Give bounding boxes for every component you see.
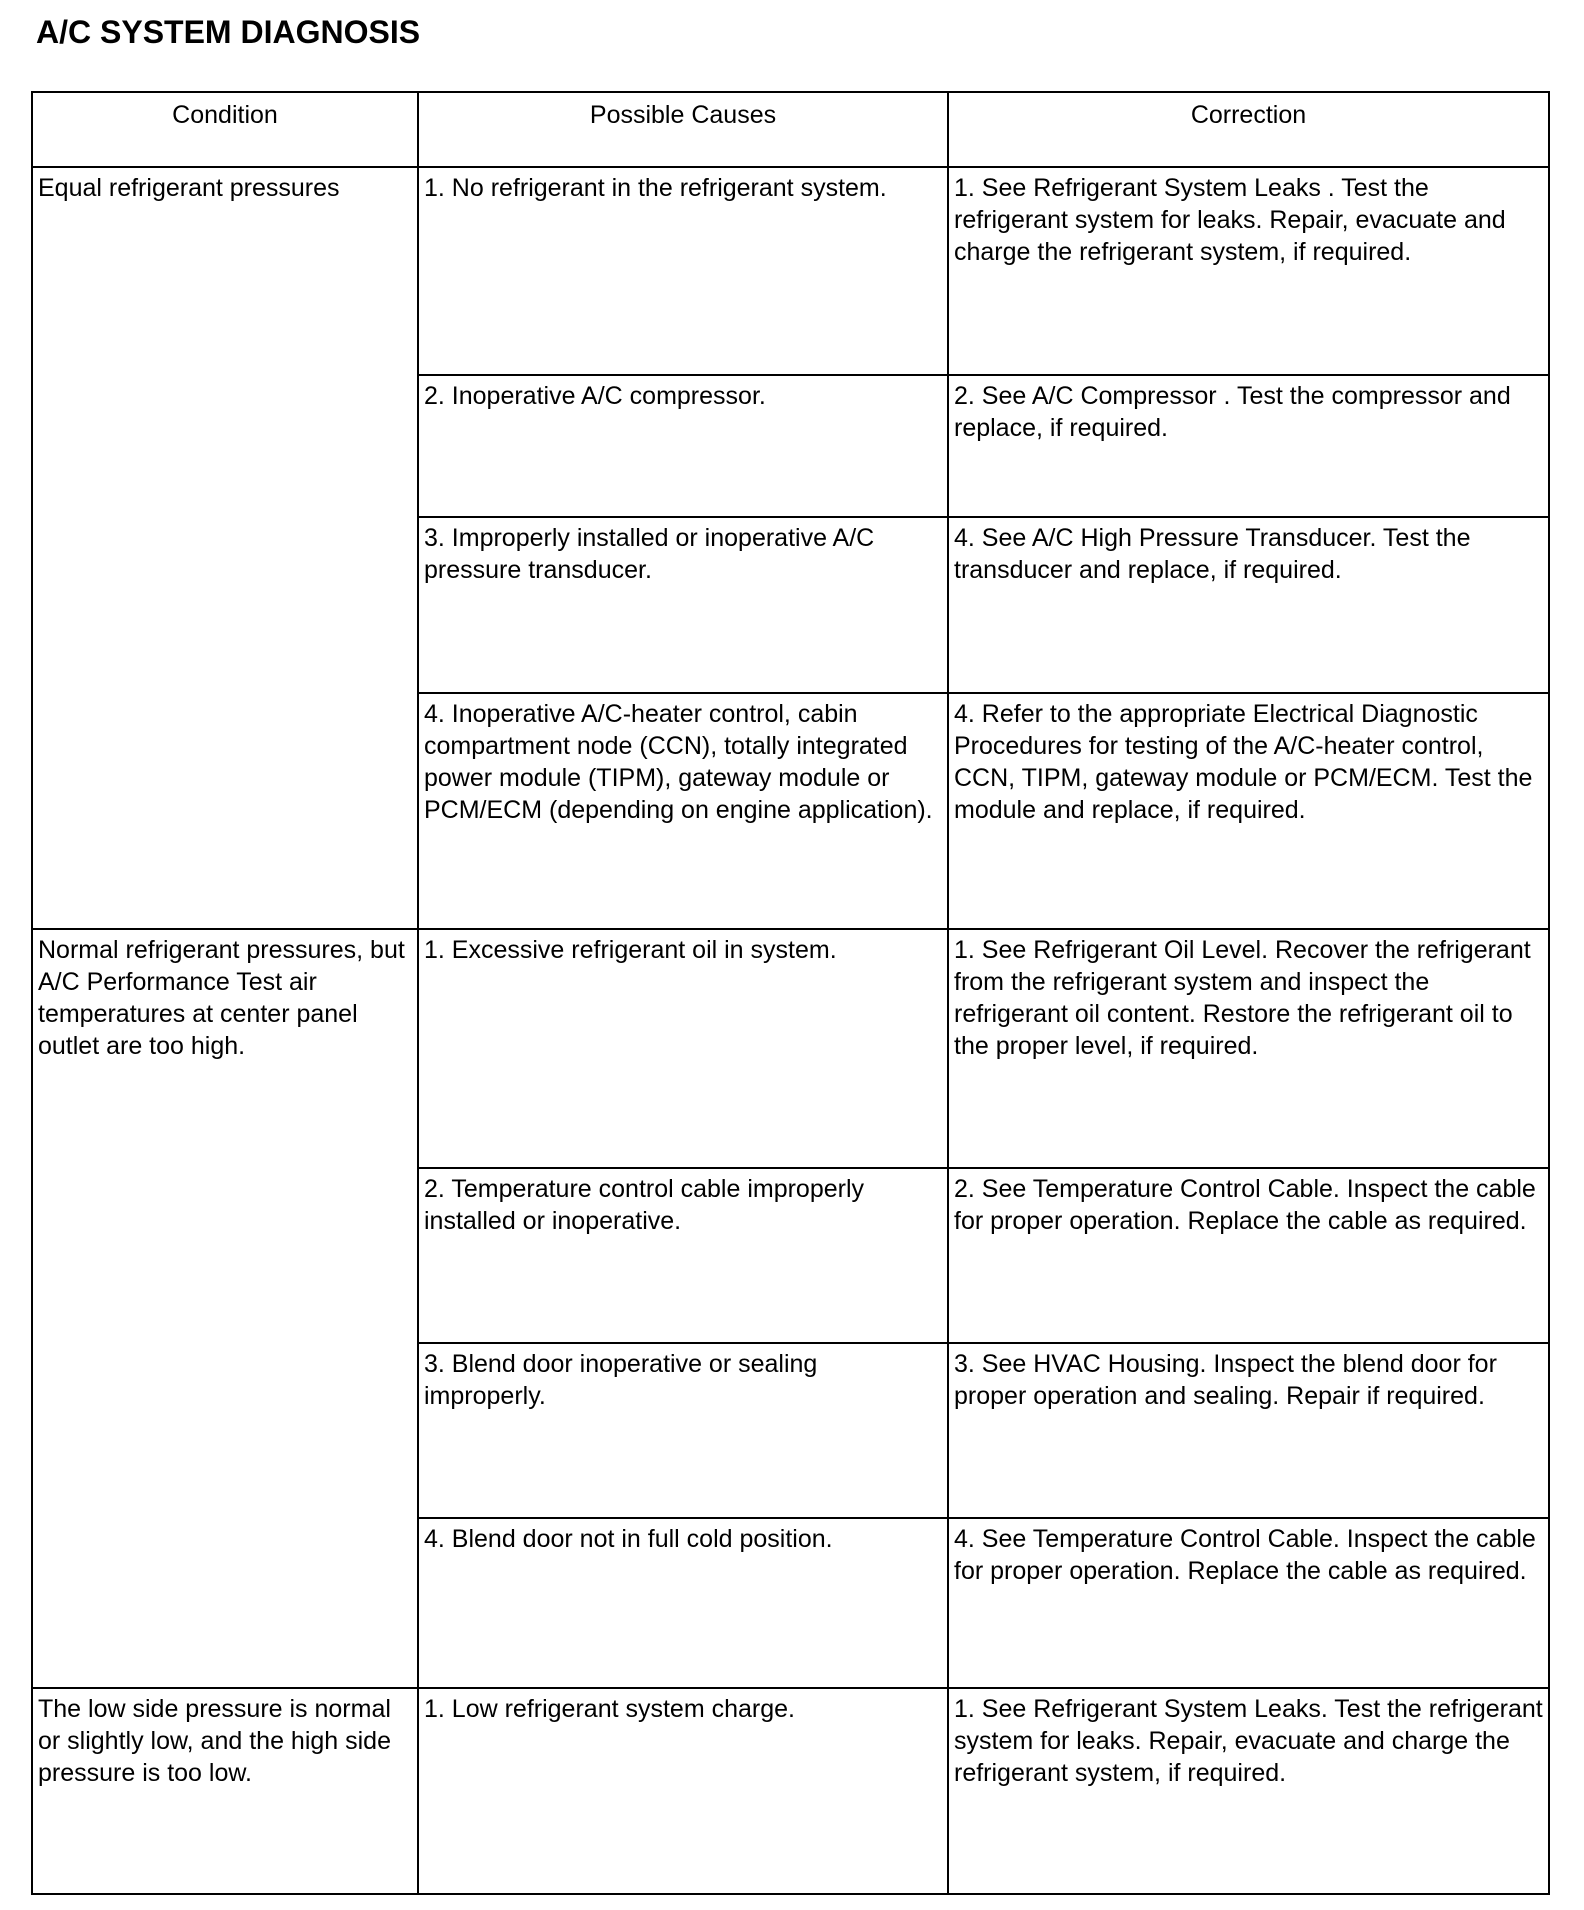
correction-cell: 4. See A/C High Pressure Transducer. Test the transducer and replace, if required. <box>948 517 1549 693</box>
condition-cell: Equal refrigerant pressures <box>32 167 418 929</box>
cause-cell: 1. No refrigerant in the refrigerant system. <box>418 167 948 375</box>
header-condition: Condition <box>32 92 418 167</box>
condition-cell: The low side pressure is normal or slightly low, and the high side pressure is too low. <box>32 1688 418 1894</box>
correction-cell: 1. See Refrigerant System Leaks. Test the refrigerant system for leaks. Repair, evacuate and charge the refrigerant system, if required. <box>948 1688 1549 1894</box>
table-row <box>32 929 1549 1168</box>
diagnosis-table <box>31 91 1550 1895</box>
correction-cell: 3. See HVAC Housing. Inspect the blend door for proper operation and sealing. Repair if required. <box>948 1343 1549 1518</box>
cause-cell: 3. Blend door inoperative or sealing improperly. <box>418 1343 948 1518</box>
condition-cell: Normal refrigerant pressures, but A/C Performance Test air temperatures at center panel outlet are too high. <box>32 929 418 1688</box>
correction-cell: 4. Refer to the appropriate Electrical Diagnostic Procedures for testing of the A/C-heater control, CCN, TIPM, gateway module or PCM/ECM. Test the module and replace, if required. <box>948 693 1549 929</box>
header-correction: Correction <box>948 92 1549 167</box>
correction-cell: 2. See A/C Compressor . Test the compressor and replace, if required. <box>948 375 1549 517</box>
table-row <box>32 167 1549 375</box>
header-row <box>32 92 1549 167</box>
correction-cell: 1. See Refrigerant Oil Level. Recover the refrigerant from the refrigerant system and inspect the refrigerant oil content. Restore the refrigerant oil to the proper level, if required. <box>948 929 1549 1168</box>
correction-cell: 2. See Temperature Control Cable. Inspect the cable for proper operation. Replace the cable as required. <box>948 1168 1549 1343</box>
cause-cell: 4. Inoperative A/C-heater control, cabin compartment node (CCN), totally integrated power module (TIPM), gateway module or PCM/ECM (depending on engine application). <box>418 693 948 929</box>
cause-cell: 2. Inoperative A/C compressor. <box>418 375 948 517</box>
page-title: A/C SYSTEM DIAGNOSIS <box>36 14 421 50</box>
header-possible-causes: Possible Causes <box>418 92 948 167</box>
correction-cell: 4. See Temperature Control Cable. Inspect the cable for proper operation. Replace the cable as required. <box>948 1518 1549 1688</box>
cause-cell: 2. Temperature control cable improperly installed or inoperative. <box>418 1168 948 1343</box>
cause-cell: 1. Low refrigerant system charge. <box>418 1688 948 1894</box>
cause-cell: 1. Excessive refrigerant oil in system. <box>418 929 948 1168</box>
cause-cell: 4. Blend door not in full cold position. <box>418 1518 948 1688</box>
table-row <box>32 1688 1549 1894</box>
cause-cell: 3. Improperly installed or inoperative A/C pressure transducer. <box>418 517 948 693</box>
correction-cell: 1. See Refrigerant System Leaks . Test the refrigerant system for leaks. Repair, evacuate and charge the refrigerant system, if required. <box>948 167 1549 375</box>
